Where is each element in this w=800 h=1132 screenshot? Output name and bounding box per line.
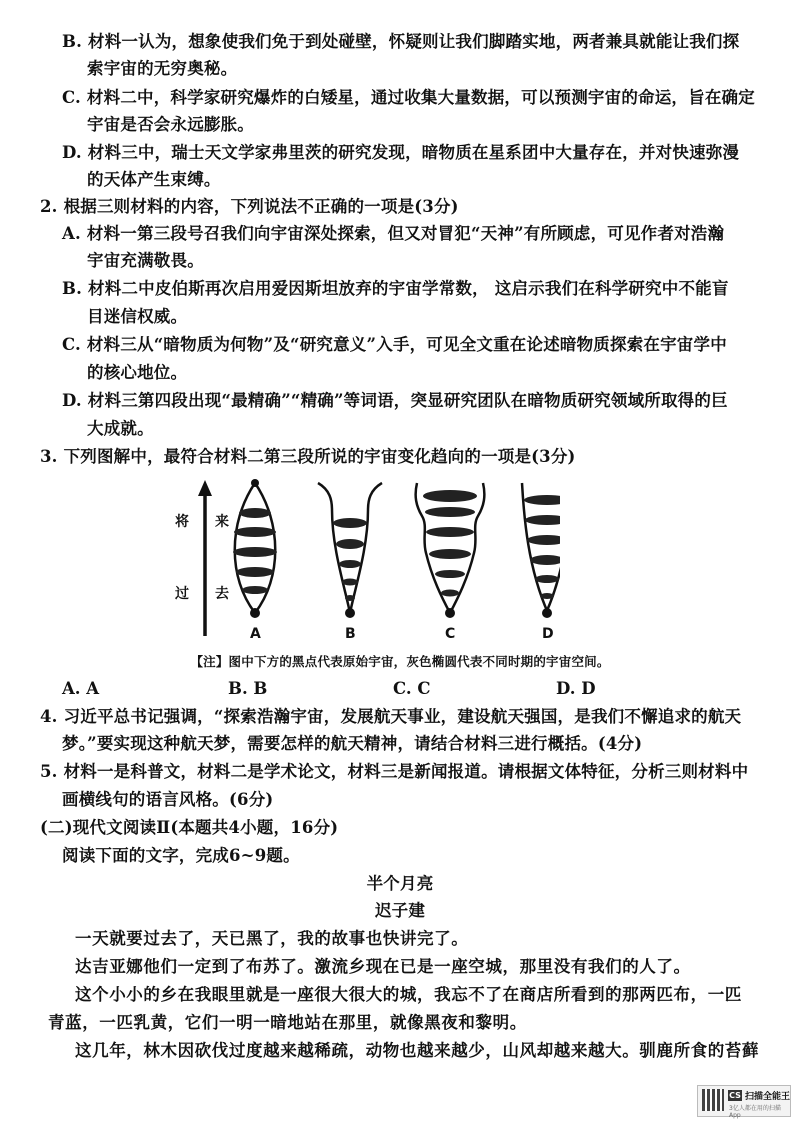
universe-diagram (160, 478, 560, 648)
diagram-note: 【注】图中下方的黑点代表原始宇宙，灰色椭圆代表不同时期的宇宙空间。 (190, 654, 610, 669)
section-instruction: 阅读下面的文字，完成6~9题。 (62, 846, 300, 865)
figure-label-a: A (250, 626, 261, 642)
q1-option-d-line2: 的天体产生束缚。 (87, 170, 221, 189)
axis-label-lai: 来 (215, 514, 229, 530)
q3-answer-a: A. A (62, 679, 100, 698)
axis-label-jiang: 将 (175, 514, 189, 530)
story-paragraph: 这几年，林木因砍伐过度越来越稀疏，动物也越来越少，山风却越来越大。驯鹿所食的苔藓 (75, 1041, 759, 1060)
q4-line1: 4. 习近平总书记强调，“探索浩瀚宇宙，发展航天事业，建设航天强国，是我们不懈追求的航天 (40, 707, 742, 726)
scanner-app-name: 扫描全能王 (745, 1092, 791, 1102)
axis-label-guo: 过 (175, 586, 189, 602)
q1-option-d-line1: D. 材料三中，瑞士天文学家弗里茨的研究发现，暗物质在星系团中大量存在，并对快速弥漫 (62, 143, 740, 162)
q1-option-c-line2: 宇宙是否会永远膨胀。 (87, 115, 254, 134)
q1-option-b-line2: 索宇宙的无穷奥秘。 (87, 59, 238, 78)
q2-option-c-line2: 的核心地位。 (87, 363, 188, 382)
q2-option-d-line1: D. 材料三第四段出现“最精确”“精确”等词语，突显研究团队在暗物质研究领域所取得的巨 (62, 391, 728, 410)
q2-option-b-line1: B. 材料二中皮伯斯再次启用爱因斯坦放弃的宇宙学常数， 这启示我们在科学研究中不能盲 (62, 279, 729, 298)
figure-b (318, 483, 382, 618)
q2-option-b-line2: 目迷信权威。 (87, 307, 188, 326)
q2-option-a-line1: A. 材料一第三段号召我们向宇宙深处探索，但又对冒犯“天神”有所顾虑，可见作者对浩瀚 (62, 224, 725, 243)
story-author: 迟子建 (374, 901, 426, 920)
q3-stem: 3. 下列图解中，最符合材料二第三段所说的宇宙变化趋向的一项是(3分) (40, 447, 576, 466)
qr-code-icon (702, 1089, 724, 1111)
q3-answer-c: C. C (393, 679, 431, 698)
q2-option-c-line1: C. 材料三从“暗物质为何物”及“研究意义”入手，可见全文重在论述暗物质探索在宇宙学中 (62, 335, 727, 354)
figure-label-d: D (542, 626, 554, 642)
time-axis-arrow (198, 480, 212, 636)
q2-stem: 2. 根据三则材料的内容，下列说法不正确的一项是(3分) (40, 197, 459, 216)
story-paragraph: 青蓝，一匹乳黄，它们一明一暗地站在那里，就像黑夜和黎明。 (48, 1013, 527, 1032)
scanner-watermark (697, 1085, 791, 1117)
q5-line1: 5. 材料一是科普文，材料二是学术论文，材料三是新闻报道。请根据文体特征，分析三则材料中 (40, 762, 749, 781)
scanner-logo-icon: CS (729, 1091, 741, 1100)
figure-label-c: C (445, 626, 456, 642)
q2-option-d-line2: 大成就。 (87, 419, 154, 438)
figure-a (233, 479, 277, 618)
section-heading: (二)现代文阅读Ⅱ(本题共4小题，16分) (40, 818, 339, 837)
figure-label-b: B (345, 626, 356, 642)
scanner-tagline: 3亿人都在用的扫描App (729, 1105, 781, 1119)
q2-option-a-line2: 宇宙充满敬畏。 (87, 251, 204, 270)
story-paragraph: 这个小小的乡在我眼里就是一座很大很大的城，我忘不了在商店所看到的那两匹布，一匹 (75, 985, 742, 1004)
q4-line2: 梦。”要实现这种航天梦，需要怎样的航天精神，请结合材料三进行概括。(4分) (62, 734, 643, 753)
story-title: 半个月亮 (366, 874, 434, 893)
q5-line2: 画横线句的语言风格。(6分) (62, 790, 274, 809)
story-paragraph: 达吉亚娜他们一定到了布苏了。激流乡现在已是一座空城，那里没有我们的人了。 (75, 957, 691, 976)
figure-c (416, 483, 485, 618)
story-paragraph: 一天就要过去了，天已黑了，我的故事也快讲完了。 (75, 929, 469, 948)
q3-answer-d: D. D (556, 679, 596, 698)
axis-label-qu: 去 (215, 586, 229, 602)
q1-option-c-line1: C. 材料二中，科学家研究爆炸的白矮星，通过收集大量数据，可以预测宇宙的命运，旨在确定 (62, 88, 755, 107)
q1-option-b-line1: B. 材料一认为，想象使我们免于到处碰壁，怀疑则让我们脚踏实地，两者兼具就能让我们探 (62, 32, 740, 51)
figure-d (522, 483, 560, 618)
q3-answer-b: B. B (228, 679, 268, 698)
